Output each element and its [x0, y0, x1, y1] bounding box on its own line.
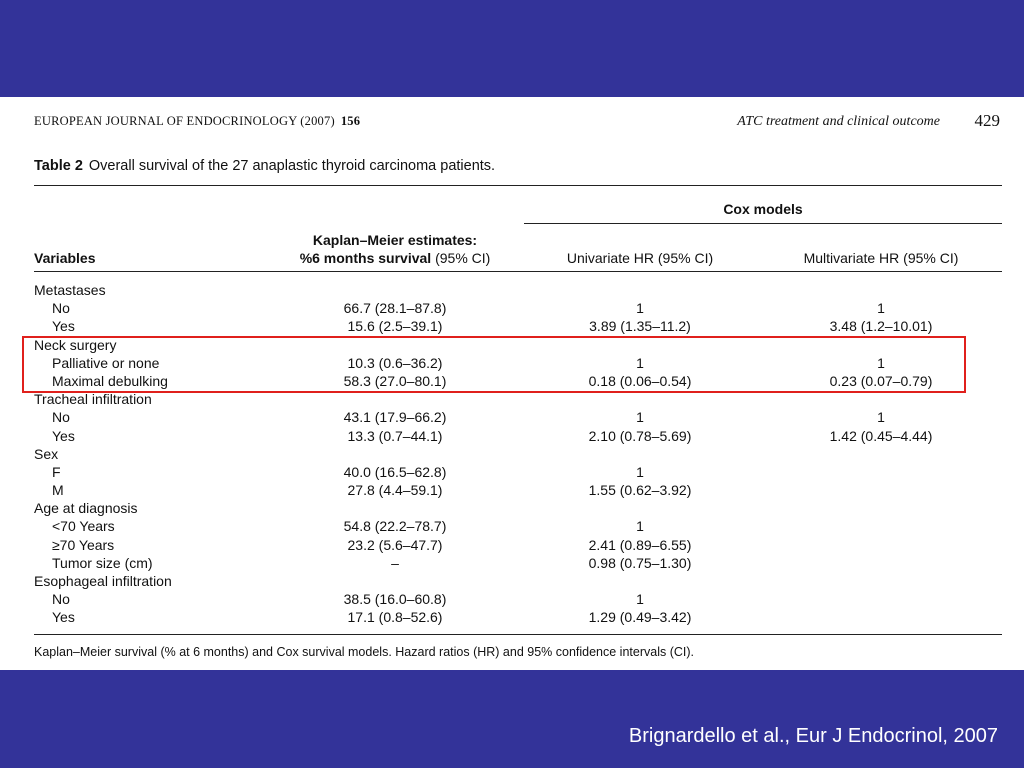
- header-km-line2: %6 months survival (95% CI): [299, 250, 491, 266]
- univariate-hr-cell: 2.10 (0.78–5.69): [588, 427, 692, 444]
- row-label: Yes: [52, 609, 75, 626]
- header-bottom-rule: [34, 271, 1002, 272]
- table-group-row: [0, 281, 1024, 299]
- table-row: [0, 536, 1024, 554]
- row-label: Neck surgery: [34, 336, 117, 353]
- multivariate-hr-cell: 0.23 (0.07–0.79): [829, 372, 933, 389]
- table-row: [0, 590, 1024, 608]
- km-estimate-cell: –: [391, 554, 399, 571]
- row-label: No: [52, 409, 70, 426]
- km-estimate-cell: 23.2 (5.6–47.7): [347, 536, 443, 553]
- km-estimate-cell: 15.6 (2.5–39.1): [347, 318, 443, 335]
- table-row: [0, 554, 1024, 572]
- journal-volume: 156: [340, 114, 361, 128]
- km-estimate-cell: 17.1 (0.8–52.6): [347, 609, 443, 626]
- table-row: [0, 481, 1024, 499]
- neck-surgery-highlight-box: [22, 336, 966, 393]
- header-km-line1: Kaplan–Meier estimates:: [312, 232, 478, 248]
- journal-page: [0, 97, 1024, 670]
- row-label: Esophageal infiltration: [34, 573, 172, 589]
- table-title: [34, 158, 495, 174]
- row-label: Yes: [52, 318, 75, 335]
- univariate-hr-cell: 1: [636, 463, 644, 480]
- multivariate-hr-cell: 1: [877, 354, 885, 371]
- km-estimate-cell: 27.8 (4.4–59.1): [347, 482, 443, 499]
- km-estimate-cell: 40.0 (16.5–62.8): [343, 463, 447, 480]
- row-label: Yes: [52, 427, 75, 444]
- article-short-title: ATC treatment and clinical outcome: [737, 114, 940, 129]
- row-label: Tracheal infiltration: [34, 391, 152, 408]
- multivariate-hr-cell: 3.48 (1.2–10.01): [829, 318, 933, 335]
- table-row: [0, 463, 1024, 481]
- table-caption: Overall survival of the 27 anaplastic thyroid carcinoma patients.: [88, 158, 496, 174]
- table-row: [0, 408, 1024, 426]
- slide-citation: Brignardello et al., Eur J Endocrinol, 2007: [628, 725, 998, 747]
- table-top-rule: [34, 185, 1002, 186]
- table-group-row: [0, 572, 1024, 590]
- km-estimate-cell: 38.5 (16.0–60.8): [343, 591, 447, 608]
- row-label: Sex: [34, 445, 59, 462]
- univariate-hr-cell: 1.55 (0.62–3.92): [588, 482, 692, 499]
- table-row: [0, 427, 1024, 445]
- page-number: 429: [974, 111, 1000, 130]
- cox-group-rule: [524, 223, 1002, 224]
- header-cox-models: Cox models: [723, 201, 803, 217]
- table-row: [0, 517, 1024, 535]
- row-label: Maximal debulking: [52, 372, 168, 389]
- univariate-hr-cell: 3.89 (1.35–11.2): [589, 318, 691, 335]
- km-estimate-cell: 10.3 (0.6–36.2): [347, 354, 443, 371]
- header-multivariate: Multivariate HR (95% CI): [803, 250, 959, 266]
- km-estimate-cell: 58.3 (27.0–80.1): [343, 372, 447, 389]
- journal-name: EUROPEAN JOURNAL OF ENDOCRINOLOGY (2007) 156: [34, 114, 361, 128]
- univariate-hr-cell: 0.98 (0.75–1.30): [588, 554, 692, 571]
- multivariate-hr-cell: 1: [877, 409, 885, 426]
- univariate-hr-cell: 2.41 (0.89–6.55): [588, 536, 692, 553]
- row-label: Metastases: [34, 282, 106, 298]
- multivariate-hr-cell: 1.42 (0.45–4.44): [829, 427, 933, 444]
- row-label: Tumor size (cm): [52, 554, 153, 571]
- row-label: Palliative or none: [52, 354, 160, 371]
- table-row: [0, 608, 1024, 626]
- univariate-hr-cell: 0.18 (0.06–0.54): [588, 372, 692, 389]
- km-estimate-cell: 43.1 (17.9–66.2): [343, 409, 447, 426]
- table-bottom-rule: [34, 634, 1002, 635]
- row-label: M: [52, 482, 64, 499]
- table-group-row: [0, 445, 1024, 463]
- km-estimate-cell: 66.7 (28.1–87.8): [343, 300, 447, 317]
- km-estimate-cell: 13.3 (0.7–44.1): [347, 427, 443, 444]
- multivariate-hr-cell: 1: [877, 300, 885, 317]
- row-label: <70 Years: [52, 518, 115, 535]
- header-kaplan-meier: [270, 231, 520, 267]
- header-variables: Variables: [34, 250, 96, 266]
- univariate-hr-cell: 1: [636, 591, 644, 608]
- table-row: [0, 299, 1024, 317]
- header-univariate: Univariate HR (95% CI): [566, 250, 714, 266]
- univariate-hr-cell: 1: [636, 409, 644, 426]
- table-group-row: [0, 499, 1024, 517]
- univariate-hr-cell: 1: [636, 354, 644, 371]
- table-body: [0, 281, 1024, 627]
- row-label: F: [52, 463, 61, 480]
- univariate-hr-cell: 1: [636, 300, 644, 317]
- running-head: [34, 111, 1000, 133]
- row-label: No: [52, 591, 70, 608]
- table-footnote: Kaplan–Meier survival (% at 6 months) and Cox survival models. Hazard ratios (HR) and 95% confidence intervals (CI).: [34, 645, 694, 659]
- table-label: Table 2: [34, 158, 83, 174]
- row-label: No: [52, 300, 70, 317]
- row-label: Age at diagnosis: [34, 500, 138, 517]
- km-estimate-cell: 54.8 (22.2–78.7): [343, 518, 447, 535]
- table-row: [0, 317, 1024, 335]
- univariate-hr-cell: 1: [636, 518, 644, 535]
- row-label: ≥70 Years: [52, 536, 115, 553]
- univariate-hr-cell: 1.29 (0.49–3.42): [588, 609, 692, 626]
